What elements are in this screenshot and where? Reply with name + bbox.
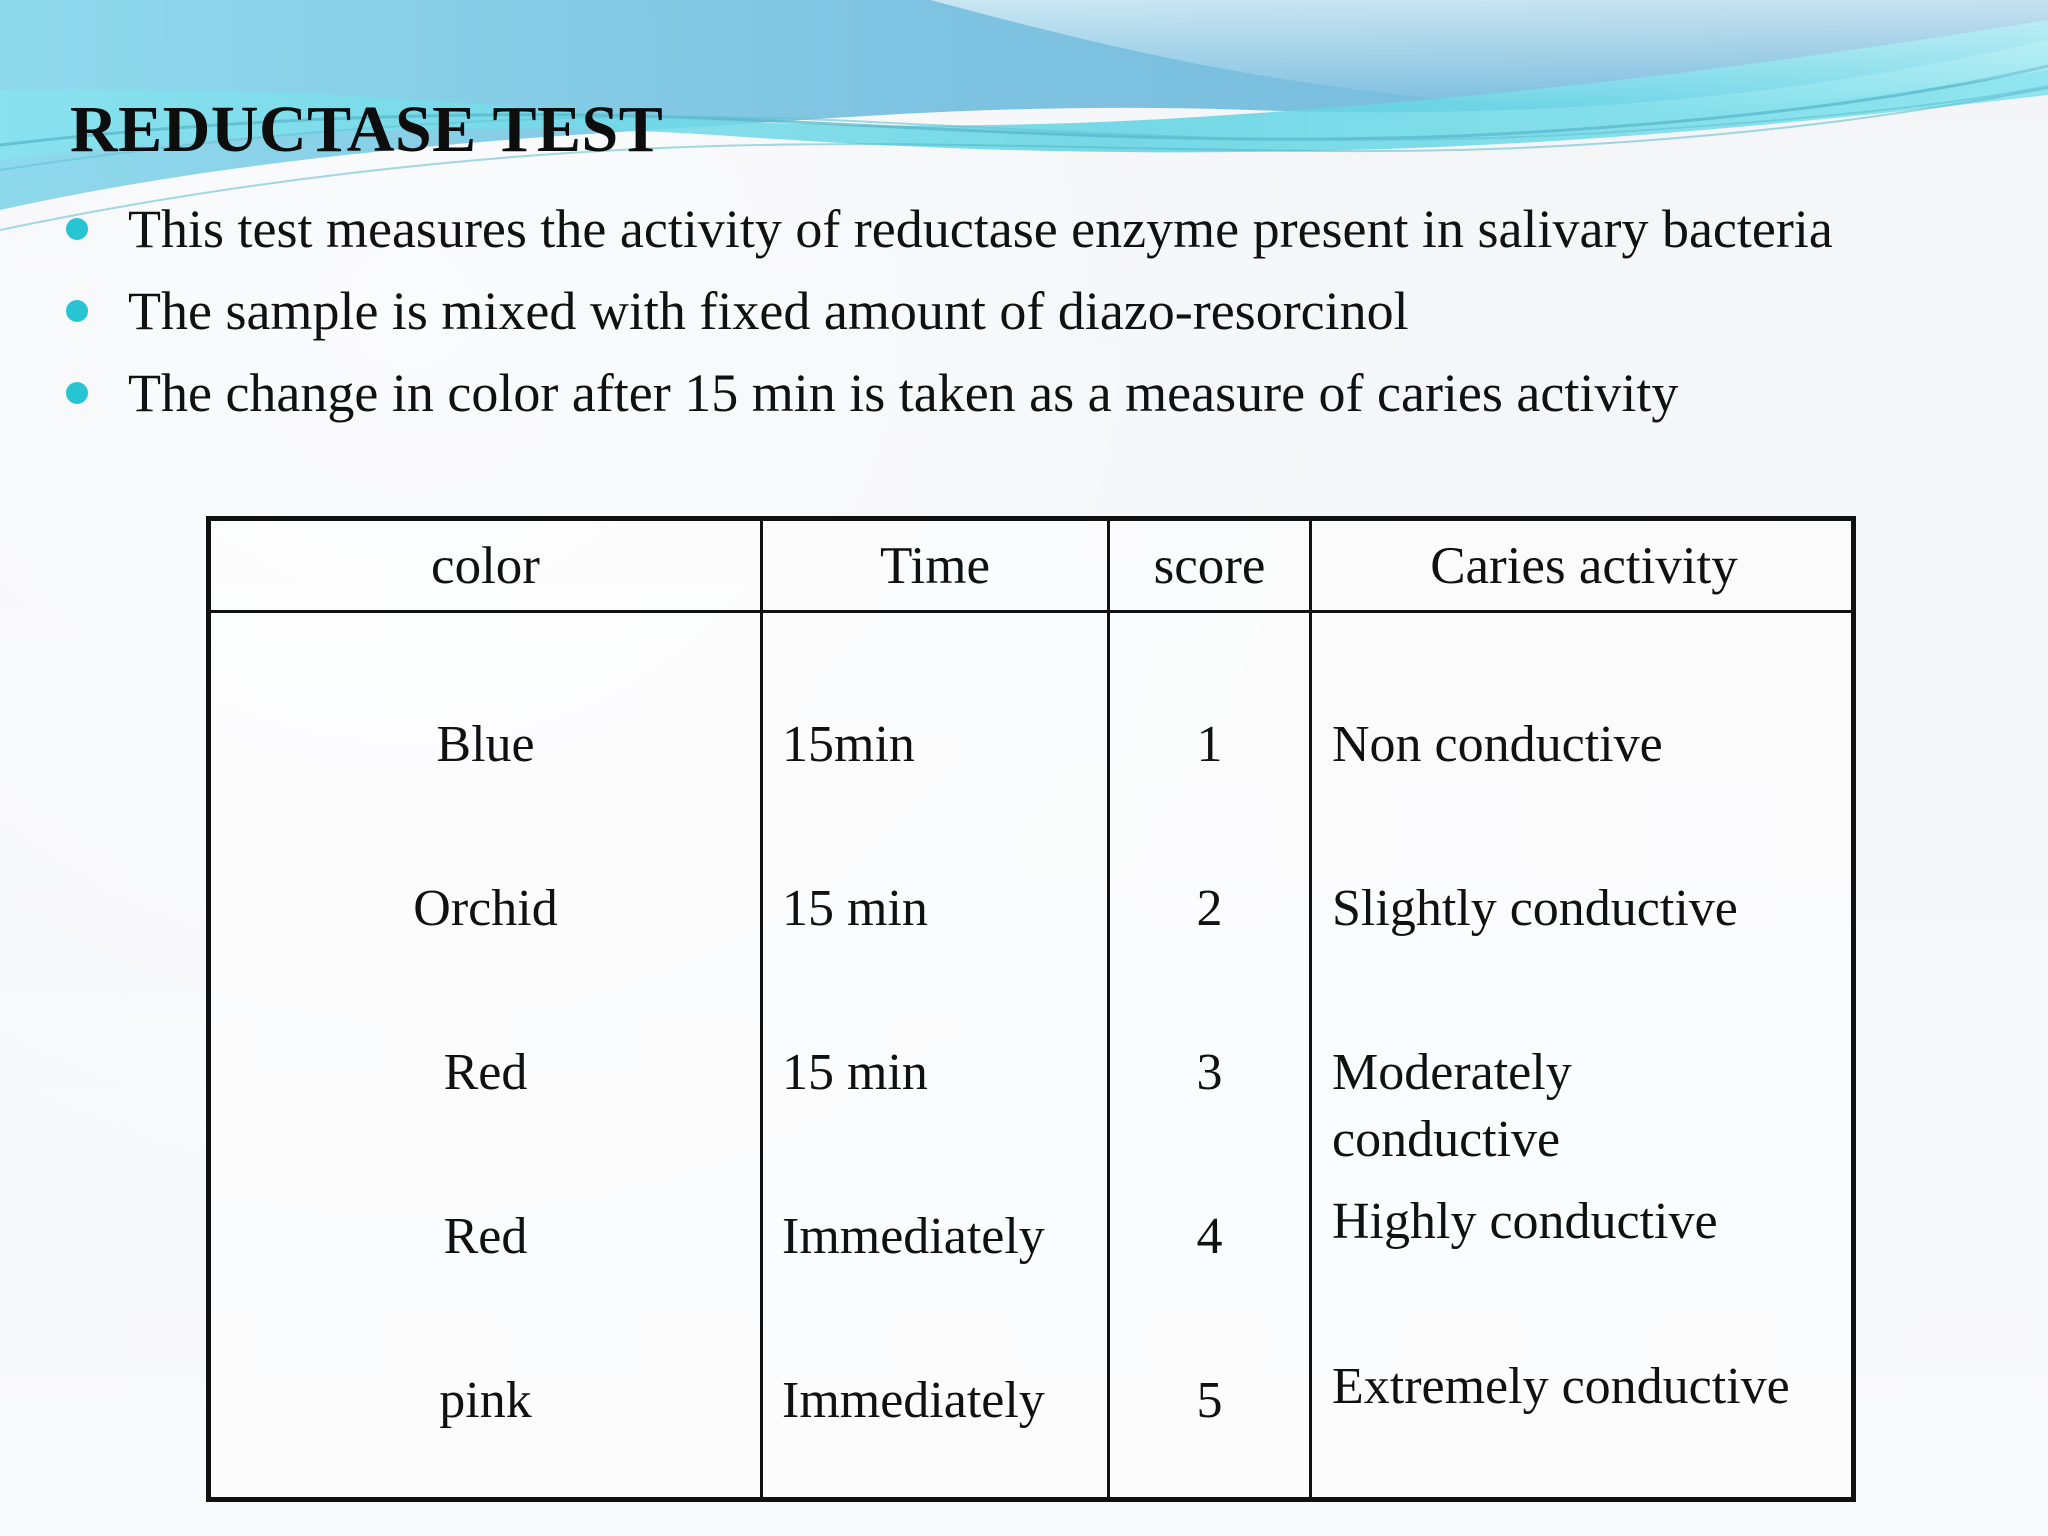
column-divider xyxy=(1309,521,1312,1497)
table-cell-caries-activity: Extremely conductive xyxy=(1332,1358,1790,1415)
bullet-point-icon xyxy=(66,382,88,404)
table-cell-caries-activity: Moderately conductive xyxy=(1332,1044,1572,1168)
table-cell-score: 4 xyxy=(1196,1208,1223,1265)
table-cell-time: 15 min xyxy=(782,880,928,937)
table-cell-time: Immediately xyxy=(782,1372,1045,1429)
table-cell-score: 3 xyxy=(1196,1044,1223,1101)
bullet-text: The change in color after 15 min is taken as a measure of caries activity xyxy=(128,363,1679,423)
bullet-item xyxy=(66,188,2026,270)
table-cell-color: pink xyxy=(439,1372,532,1429)
table-cell-color: Red xyxy=(443,1044,528,1101)
column-divider xyxy=(760,521,763,1497)
bullet-item xyxy=(66,270,2026,352)
slide-title: REDUCTASE TEST xyxy=(70,93,664,166)
column-divider xyxy=(1107,521,1110,1497)
bullet-list xyxy=(66,188,2026,434)
table-cell-score: 5 xyxy=(1196,1372,1223,1429)
bullet-point-icon xyxy=(66,218,88,240)
table-cell-color: Orchid xyxy=(413,880,558,937)
table-header-divider xyxy=(211,610,1851,613)
table-cell-caries-activity: Highly conductive xyxy=(1332,1193,1718,1250)
table-header-caries-activity: Caries activity xyxy=(1430,537,1738,595)
table-cell-time: Immediately xyxy=(782,1208,1045,1265)
table-cell-time: 15min xyxy=(782,716,915,773)
table-header-time: Time xyxy=(880,537,990,595)
table-header-color: color xyxy=(431,537,540,595)
table-cell-caries-activity: Non conductive xyxy=(1332,716,1663,773)
table-cell-score: 1 xyxy=(1196,716,1223,773)
table-cell-color: Red xyxy=(443,1208,528,1265)
bullet-text: This test measures the activity of reductase enzyme present in salivary bacteria xyxy=(128,199,1833,259)
table-cell-color: Blue xyxy=(436,716,535,773)
bullet-point-icon xyxy=(66,300,88,322)
table-cell-caries-activity: Slightly conductive xyxy=(1332,880,1738,937)
table-cell-time: 15 min xyxy=(782,1044,928,1101)
bullet-text: The sample is mixed with fixed amount of diazo-resorcinol xyxy=(128,281,1409,341)
bullet-item xyxy=(66,352,2026,434)
table-cell-score: 2 xyxy=(1196,880,1223,937)
reductase-table xyxy=(206,516,1856,1502)
table-header-score: score xyxy=(1153,537,1266,595)
